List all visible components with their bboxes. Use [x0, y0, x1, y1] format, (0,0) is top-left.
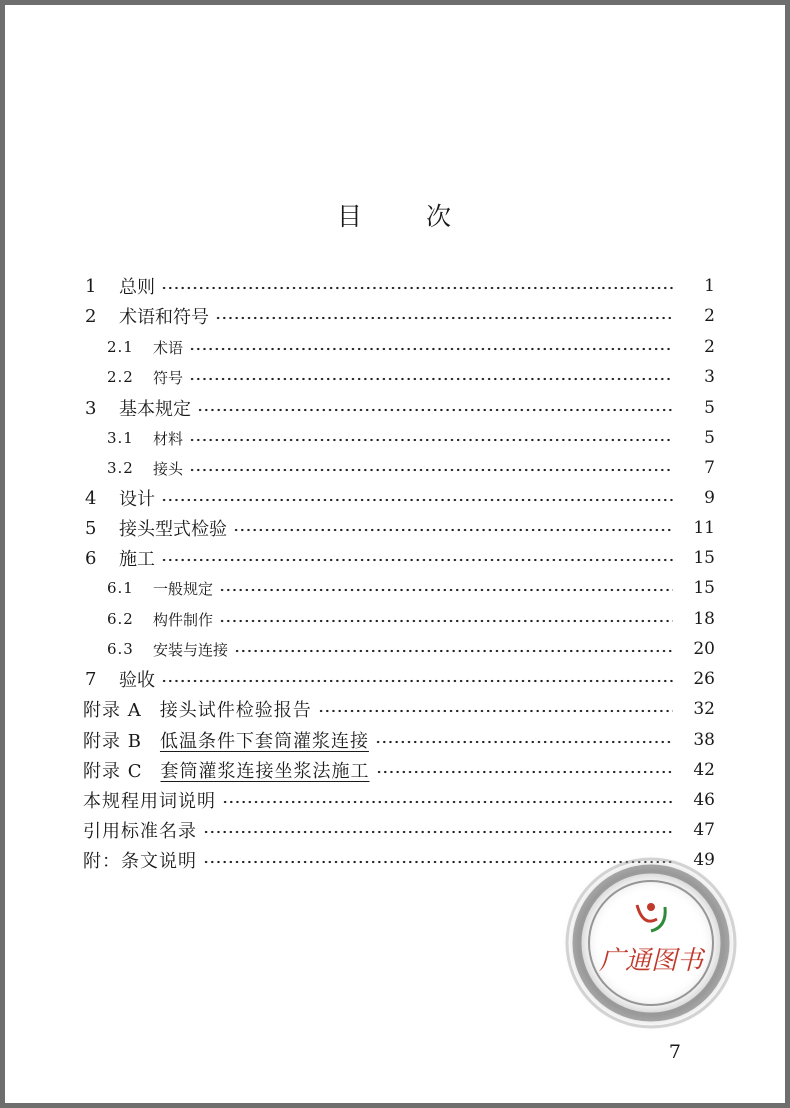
- toc-entry-label: [119, 395, 191, 421]
- toc-entry[interactable]: [85, 395, 715, 421]
- toc-entry-number: 3.1: [107, 429, 134, 447]
- toc-entry-number: 3: [85, 397, 97, 419]
- toc-entry[interactable]: [107, 425, 715, 451]
- toc-entry-label: [153, 428, 183, 449]
- toc-entry-title: 接头型式检验: [119, 519, 227, 540]
- toc-entry-page: 38: [693, 730, 715, 750]
- toc-entry-page: 5: [704, 428, 715, 448]
- dot-leader: [219, 619, 673, 623]
- toc-entry-label: [119, 545, 155, 571]
- toc-entry-title: 构件制作: [153, 610, 214, 629]
- toc-entry-label: [83, 696, 312, 722]
- toc-entry-page: 46: [693, 790, 715, 810]
- toc-entry-page: 3: [704, 367, 715, 387]
- toc-entry-label: [119, 485, 155, 511]
- toc-entry-label: [83, 817, 197, 843]
- toc-entry[interactable]: [85, 515, 715, 541]
- dot-leader: [222, 800, 673, 804]
- dot-leader: [203, 830, 673, 834]
- toc-entry-number: 4: [85, 487, 97, 509]
- toc-entry-page: 42: [693, 760, 715, 780]
- toc-entry-page: 26: [693, 669, 715, 689]
- toc-entry[interactable]: [107, 636, 715, 662]
- toc-entry-page: 7: [704, 458, 715, 478]
- dot-leader: [189, 377, 673, 381]
- dot-leader: [318, 709, 673, 713]
- toc-entry-label: [119, 273, 155, 299]
- toc-entry[interactable]: [85, 273, 715, 299]
- toc-entry-label: [153, 639, 228, 660]
- appendix-number: 附录 A: [83, 700, 142, 721]
- toc-entry-title: 低温条件下套筒灌浆连接: [159, 731, 369, 752]
- toc-entry[interactable]: [107, 575, 715, 601]
- toc-entry-label: [83, 847, 197, 873]
- toc-entry-number: 6: [85, 547, 97, 569]
- toc-entry-page: 15: [693, 578, 715, 598]
- dot-leader: [189, 438, 673, 442]
- toc-entry-title: 本规程用词说明: [83, 791, 216, 812]
- toc-entry-number: 7: [85, 668, 97, 690]
- toc-entry-label: [119, 666, 155, 692]
- toc-entry-number: 5: [85, 517, 97, 539]
- toc-entry-page: 11: [693, 518, 715, 538]
- dot-leader: [375, 740, 673, 744]
- stamp-text: 广通图书: [598, 946, 704, 976]
- toc-entry-title: 术语和符号: [119, 307, 209, 328]
- toc-entry-page: 2: [704, 306, 715, 326]
- dot-leader: [233, 528, 673, 532]
- toc-title-char-1: 目: [336, 202, 364, 231]
- toc-entry[interactable]: [83, 727, 715, 753]
- toc-entry-title: 接头试件检验报告: [159, 700, 312, 721]
- dot-leader: [161, 558, 673, 562]
- toc-entry-label: [83, 727, 369, 753]
- toc-entry[interactable]: [107, 455, 715, 481]
- toc-entry[interactable]: [85, 485, 715, 511]
- toc-entry-title: 总则: [119, 277, 155, 298]
- dot-leader: [189, 347, 673, 351]
- toc-entry-page: 2: [704, 337, 715, 357]
- toc-entry-number: 3.2: [107, 459, 134, 477]
- toc-entry[interactable]: [85, 303, 715, 329]
- appendix-number: 附录 B: [83, 731, 142, 752]
- toc-entry-title: 术语: [153, 338, 184, 357]
- toc-entry-title: 施工: [119, 549, 155, 570]
- dot-leader: [376, 770, 674, 774]
- toc-entry[interactable]: [85, 545, 715, 571]
- toc-entry-title: 材料: [153, 429, 184, 448]
- dot-leader: [189, 468, 673, 472]
- toc-entry[interactable]: [107, 364, 715, 390]
- dot-leader: [161, 679, 673, 683]
- toc-entry-title: 引用标准名录: [83, 821, 197, 842]
- toc-entry-page: 49: [693, 850, 715, 870]
- toc-entry-number: 6.1: [107, 579, 134, 597]
- toc-entry-number: 2.1: [107, 338, 134, 356]
- toc-entry-label: [153, 458, 183, 479]
- toc-entry-page: 5: [704, 398, 715, 418]
- toc-entry-number: 1: [85, 275, 97, 297]
- toc-entry-title: 套筒灌浆连接坐浆法施工: [160, 761, 370, 782]
- toc-entry-page: 47: [693, 820, 715, 840]
- toc-entry-label: [83, 787, 216, 813]
- toc-entry[interactable]: [83, 787, 715, 813]
- toc-entry-page: 32: [693, 699, 715, 719]
- toc-entry[interactable]: [107, 334, 715, 360]
- toc-entry[interactable]: [83, 696, 715, 722]
- toc-entry-title: 安装与连接: [153, 640, 229, 659]
- toc-entry-label: [119, 515, 227, 541]
- toc-entry-page: 15: [693, 548, 715, 568]
- dot-leader: [161, 286, 673, 290]
- toc-title-char-2: 次: [426, 202, 454, 231]
- toc-entry-label: [153, 367, 183, 388]
- toc-entry-title: 一般规定: [153, 579, 214, 598]
- appendix-number: 附录 C: [83, 761, 143, 782]
- toc-entry-title: 附：条文说明: [83, 851, 197, 872]
- toc-entry-label: [153, 337, 183, 358]
- toc-entry-number: 2: [85, 305, 97, 327]
- toc-entry-title: 符号: [153, 368, 184, 387]
- dot-leader: [219, 588, 673, 592]
- toc-entry-number: 2.2: [107, 368, 134, 386]
- toc-entry-page: 20: [693, 639, 715, 659]
- toc-entry-page: 1: [704, 276, 715, 296]
- toc-entry-title: 接头: [153, 459, 184, 478]
- toc-entry-label: [153, 578, 213, 599]
- publisher-stamp: [553, 845, 749, 1035]
- toc-entry[interactable]: [83, 817, 715, 843]
- toc-entry-number: 6.3: [107, 640, 134, 658]
- dot-leader: [215, 316, 673, 320]
- toc-entry[interactable]: [107, 606, 715, 632]
- toc-title: [5, 197, 785, 233]
- dot-leader: [234, 649, 673, 653]
- page-number: 7: [668, 1041, 681, 1063]
- toc-entry[interactable]: [85, 666, 715, 692]
- toc-entry-number: 6.2: [107, 610, 134, 628]
- toc-entry-title: 基本规定: [119, 399, 191, 420]
- toc-entry-label: [83, 757, 370, 783]
- toc-entry-label: [153, 609, 213, 630]
- dot-leader: [161, 498, 673, 502]
- toc-entry-page: 9: [704, 488, 715, 508]
- toc-entry[interactable]: [83, 757, 715, 783]
- dot-leader: [197, 408, 673, 412]
- toc-entry-title: 设计: [119, 489, 155, 510]
- toc-entry-label: [119, 303, 209, 329]
- toc-entry-title: 验收: [119, 670, 155, 691]
- toc-entry-page: 18: [693, 609, 715, 629]
